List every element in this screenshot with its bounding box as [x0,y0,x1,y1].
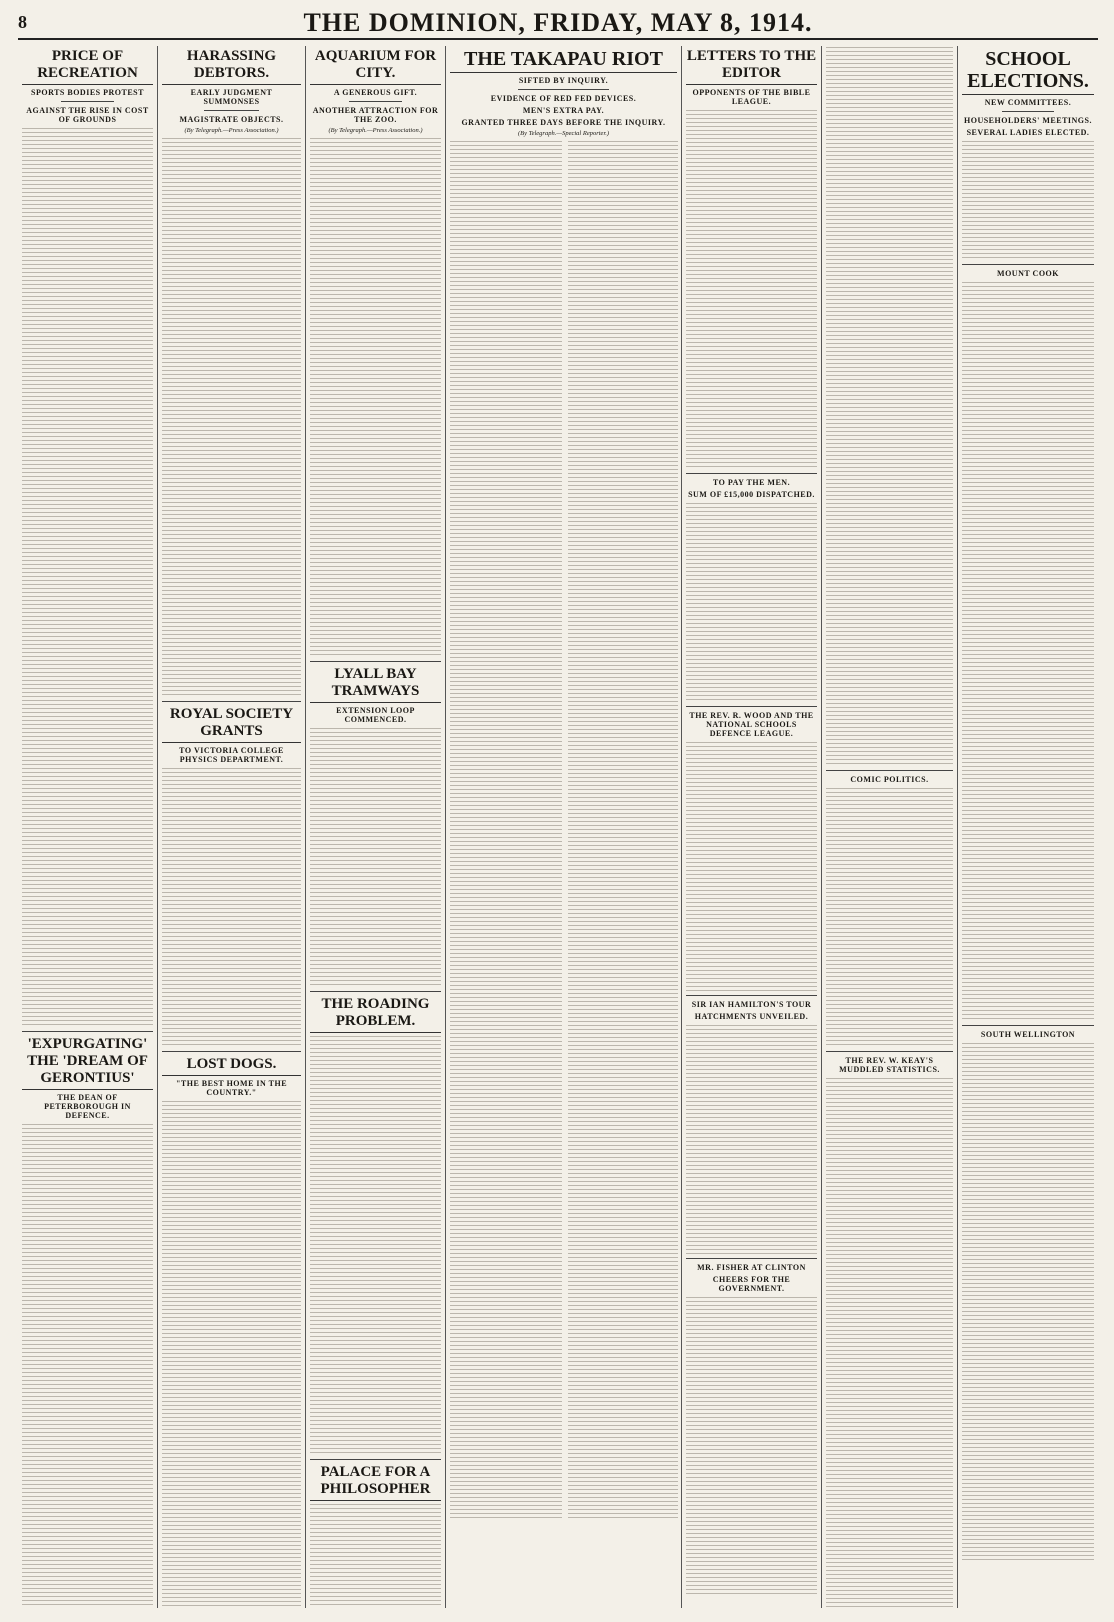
divider [686,1258,817,1259]
column-4 [446,46,682,1608]
article-subhead: HATCHMENTS UNVEILED. [694,1012,809,1021]
article-subhead: OPPONENTS OF THE BIBLE LEAGUE. [692,88,811,106]
article-body-text [162,767,301,1047]
column-7 [958,46,1098,1608]
article-subhead: EXTENSION LOOP COMMENCED. [336,706,415,724]
article-subhead: GRANTED THREE DAYS BEFORE THE INQUIRY. [461,118,666,127]
article-subhead: CHEERS FOR THE GOVERNMENT. [712,1275,791,1293]
article-body-block [450,140,677,1520]
article-body-text [310,137,441,657]
article-subhead: THE DEAN OF PETERBOROUGH IN DEFENCE. [44,1093,131,1120]
divider [162,1051,301,1052]
column-3 [306,46,446,1608]
article-subhead: MEN'S EXTRA PAY. [522,106,605,115]
article-headline: HARASSING DEBTORS. [162,48,301,85]
article-subhead: AGAINST THE RISE IN COST OF GROUNDS [26,106,149,124]
article-body-text [962,1042,1094,1562]
article-body-text [686,109,817,469]
article-body-text [22,127,153,1027]
article-body-text [162,1100,301,1608]
article-headline: LYALL BAY TRAMWAYS [310,666,441,703]
column-1 [18,46,158,1608]
article-subhead: TO PAY THE MEN. [712,478,791,487]
divider [962,264,1094,265]
article-body-text [686,502,817,702]
article-body-text [826,46,953,766]
article-body-text [310,1503,441,1608]
column-6 [822,46,958,1608]
divider [22,1031,153,1032]
article-headline: AQUARIUM FOR CITY. [310,48,441,85]
divider [310,661,441,662]
article-body-text [826,1077,953,1608]
article-body-text [686,741,817,991]
article-headline: 'EXPURGATING' THE 'DREAM OF GERONTIUS' [22,1036,153,1090]
divider [686,995,817,996]
article-subhead: ANOTHER ATTRACTION FOR THE ZOO. [312,106,439,124]
article-body-text [450,140,562,1520]
article-body-text [826,787,953,1047]
article-subhead: THE REV. R. WOOD AND THE NATIONAL SCHOOLS DEFENCE LEAGUE. [689,711,814,738]
byline: (By Telegraph.—Special Reporter.) [517,130,610,137]
article-subhead: A GENEROUS GIFT. [333,88,418,97]
article-headline: PALACE FOR A PHILOSOPHER [310,1464,441,1501]
article-body-text [22,1123,153,1608]
article-subhead: TO VICTORIA COLLEGE PHYSICS DEPARTMENT. [179,746,284,764]
divider [349,101,401,102]
article-subhead: SPORTS BODIES PROTEST [31,88,144,97]
article-subhead: SUM OF £15,000 DISPATCHED. [688,490,815,499]
divider [686,706,817,707]
article-body-text [310,727,441,987]
article-subhead: EARLY JUDGMENT SUMMONSES [190,88,273,106]
divider [1002,111,1055,112]
article-headline: THE TAKAPAU RIOT [450,48,677,73]
article-subhead: SIFTED BY INQUIRY. [518,76,609,85]
article-subhead: SIR IAN HAMILTON'S TOUR [691,1000,812,1009]
column-2 [158,46,306,1608]
article-body-text [686,1024,817,1254]
article-headline: PRICE OF RECREATION [22,48,153,85]
divider [162,701,301,702]
column-5 [682,46,822,1608]
article-body-text [568,140,678,1520]
divider [204,110,260,111]
article-subhead: THE REV. W. KEAY'S MUDDLED STATISTICS. [839,1056,940,1074]
article-headline: LETTERS TO THE EDITOR [686,48,817,85]
byline: (By Telegraph.—Press Association.) [184,127,279,134]
article-subhead: MAGISTRATE OBJECTS. [179,115,284,124]
article-subhead: COMIC POLITICS. [850,775,929,784]
article-body-text [686,1296,817,1596]
article-headline: THE ROADING PROBLEM. [310,996,441,1033]
article-body-text [962,281,1094,1021]
article-headline: SCHOOL ELECTIONS. [962,48,1094,95]
divider [826,1051,953,1052]
byline: (By Telegraph.—Press Association.) [328,127,423,134]
article-subhead: HOUSEHOLDERS' MEETINGS. [964,116,1092,125]
page-columns [18,46,1098,1608]
page-number: 8 [18,12,27,32]
article-headline: LOST DOGS. [162,1056,301,1076]
article-subhead: MOUNT COOK [997,269,1059,278]
divider [826,770,953,771]
article-body-text [962,140,1094,260]
divider [310,1459,441,1460]
divider [962,1025,1094,1026]
masthead [18,8,1098,40]
article-subhead: NEW COMMITTEES. [984,98,1072,107]
article-subhead: MR. FISHER AT CLINTON [697,1263,806,1272]
article-subhead: EVIDENCE OF RED FED DEVICES. [490,94,637,103]
article-headline: ROYAL SOCIETY GRANTS [162,706,301,743]
article-body-text [162,137,301,697]
newspaper-title: THE DOMINION, FRIDAY, MAY 8, 1914. [303,8,813,37]
article-body-text [310,1035,441,1455]
article-subhead: SOUTH WELLINGTON [980,1030,1076,1039]
divider [686,473,817,474]
article-subhead: SEVERAL LADIES ELECTED. [966,128,1090,137]
divider [518,89,609,90]
article-subhead: "THE BEST HOME IN THE COUNTRY." [175,1079,288,1097]
divider [61,101,113,102]
divider [310,991,441,992]
